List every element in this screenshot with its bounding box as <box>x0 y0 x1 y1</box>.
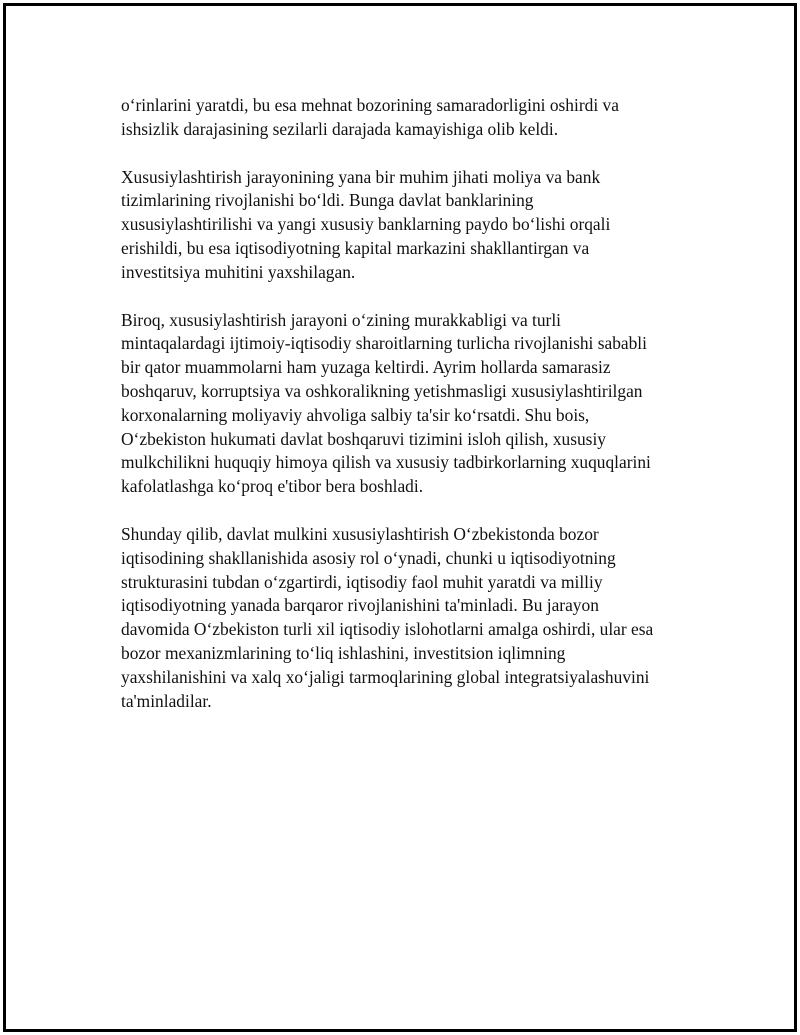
document-page <box>3 3 797 1032</box>
paragraph-3: Biroq, xususiylashtirish jarayoni o‘zining murakkabligi va turli mintaqalardagi ijtimoiy-iqtisodiy sharoitlarning turlicha rivojlanishi sababli bir qator muammolarni ham yuzaga keltirdi. Ayrim hollarda samarasiz boshqaruv, korruptsiya va oshkoralikning yetishmasligi xususiylashtirilgan korxonalarning moliyaviy ahvoliga salbiy ta'sir ko‘rsatdi. Shu bois, O‘zbekiston hukumati davlat boshqaruvi tizimini isloh qilish, xususiy mulkchilikni huquqiy himoya qilish va xususiy tadbirkorlarning xuquqlarini kafolatlashga ko‘proq e'tibor bera boshladi. <box>121 309 651 497</box>
paragraph-2: Xususiylashtirish jarayonining yana bir muhim jihati moliya va bank tizimlarining rivojlanishi bo‘ldi. Bunga davlat banklarining xususiylashtirilishi va yangi xususiy banklarning paydo bo‘lishi orqali erishildi, bu esa iqtisodiyotning kapital markazini shakllantirgan va investitsiya muhitini yaxshilagan. <box>121 166 611 282</box>
paragraph-1: o‘rinlarini yaratdi, bu esa mehnat bozorining samaradorligini oshirdi va ishsizlik darajasining sezilarli darajada kamayishiga olib keldi. <box>121 95 619 139</box>
paragraph-4: Shunday qilib, davlat mulkini xususiylashtirish O‘zbekistonda bozor iqtisodining shakllanishida asosiy rol o‘ynadi, chunki u iqtisodiyotning strukturasini tubdan o‘zgartirdi, iqtisodiy faol muhit yaratdi va milliy iqtisodiyotning yanada barqaror rivojlanishini ta'minladi. Bu jarayon davomida O‘zbekiston turli xil iqtisodiy islohotlarni amalga oshirdi, ular esa bozor mexanizmlarining to‘liq ishlashini, investitsion iqlimning yaxshilanishini va xalq xo‘jaligi tarmoqlarining global integratsiyalashuvini ta'minladilar. <box>121 523 654 711</box>
document-body <box>121 94 701 737</box>
